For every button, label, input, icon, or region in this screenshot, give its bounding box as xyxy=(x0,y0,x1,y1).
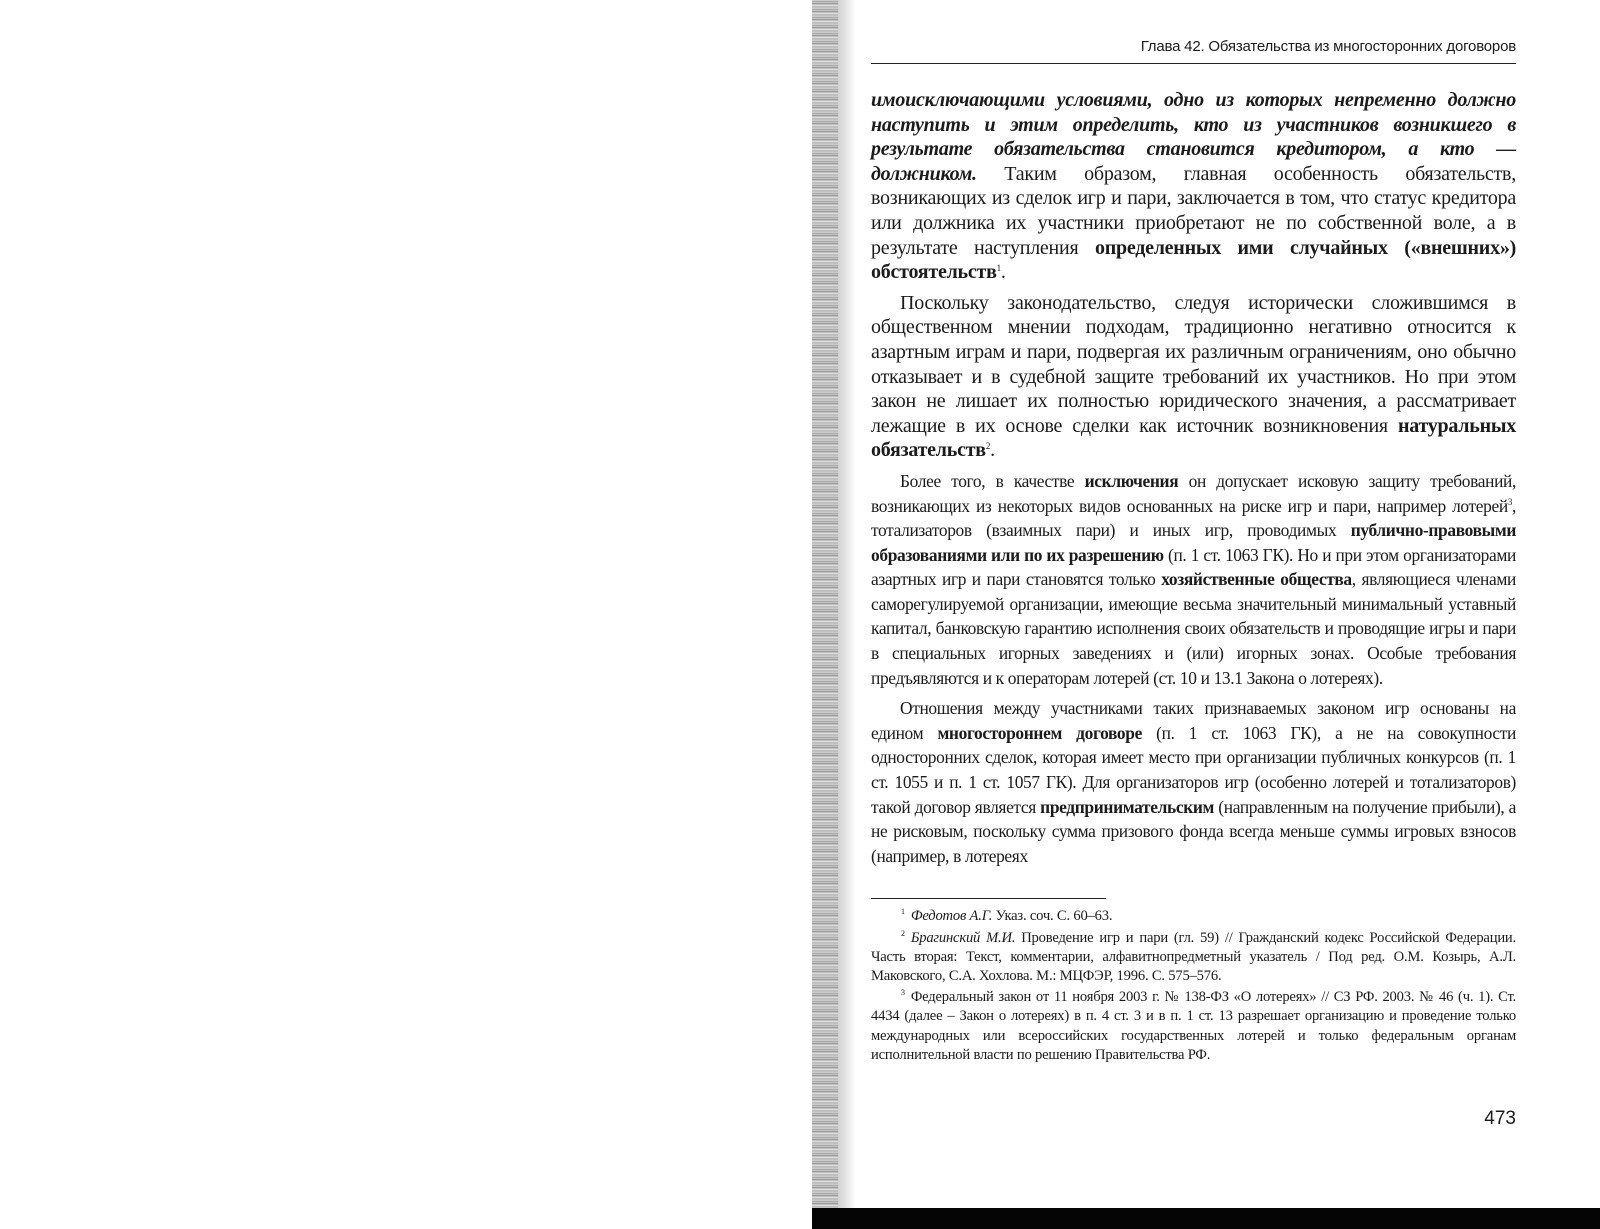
paragraph-3 xyxy=(871,469,1516,690)
footnote-number: 2 xyxy=(901,928,905,938)
emphasis-text: имоисключающими условиями, одно из которых непременно должно наступить и этим определить, кто из участников возникшего в результате обязательства становится кредитором, а кто — должником. xyxy=(871,89,1516,185)
text-run: . xyxy=(1000,261,1006,284)
footnote-ref: 2 xyxy=(985,441,991,452)
footnote-2 xyxy=(871,929,1516,987)
book-gutter xyxy=(812,0,838,1210)
bold-term: натуральных обязательств xyxy=(871,414,1516,462)
book-page xyxy=(871,38,1516,1067)
main-text xyxy=(871,88,1516,868)
text-run: Поскольку законодательство, следуя исторически сложившимся в общественном мнении подходам, традиционно негативно относится к азартным играм и пари, подвергая их различным ограничениям, оно обычно отказывает и в судебной защите требований их участников. Но при этом закон не лишает их полностью юридического значения, а рассматривает лежащие в их основе сделки как источник возникновения xyxy=(871,291,1516,437)
footnote-author: Брагинский М.И. xyxy=(910,929,1016,946)
text-run: Отношения между участниками таких признаваемых законом игр основаны на едином xyxy=(871,698,1516,743)
text-run: (п. 1 ст. 1063 ГК), а не на совокупности односторонних сделок, которая имеет место при организации публичных конкурсов (п. 1 ст. 1055 и п. 1 ст. 1057 ГК). Для организаторов игр (особенно лотерей и тотализаторов) такой договор является xyxy=(871,722,1516,817)
footnote-divider xyxy=(871,898,1106,899)
bold-term: исключения xyxy=(1084,470,1179,491)
text-run: (п. 1 ст. 1063 ГК). Но и при этом организаторами азартных игр и пари становятся только xyxy=(871,544,1516,590)
text-run: Более того, в качестве xyxy=(900,470,1085,491)
footnote-text: Проведение игр и пари (гл. 59) // Гражданский кодекс Российской Федерации. Часть вторая: Текст, комментарии, алфавитнопредметный указатель / Под ред. О.М. Козырь, А.Л. Маковского, С.А. Хохлова. М.: МЦФЭР, 1996. С. 575–576. xyxy=(871,929,1516,985)
footnote-author: Федотов А.Г. xyxy=(910,908,993,925)
bold-term: предпринимательским xyxy=(1040,796,1215,817)
text-run: , тотализаторов (взаимных пари) и иных игр, проводимых xyxy=(871,495,1516,541)
scan-bottom-edge xyxy=(812,1208,1600,1229)
text-run: . xyxy=(990,439,995,462)
text-run: он допускает исковую защиту требований, возникающих из некоторых видов основанных на риске игр и пари, например лотерей xyxy=(871,470,1516,516)
footnote-text: Указ. соч. С. 60–63. xyxy=(992,908,1113,925)
bold-term: публично-правовыми образованиями или по их разрешению xyxy=(871,520,1516,565)
bold-term: хозяйственные общества xyxy=(1161,569,1352,590)
footnote-3 xyxy=(871,988,1516,1065)
text-run: , являющиеся членами саморегулируемой организации, имеющие весьма значительный минимальный уставный капитал, банковскую гарантию исполнения своих обязательств и проводящие игры и пари в специальных игорных заведениях и (или) игорных зонах. Особые требования предъявляются и к операторам лотерей (ст. 10 и 13.1 Закона о лотереях). xyxy=(871,569,1516,688)
footnotes xyxy=(871,907,1516,1065)
running-header: Глава 42. Обязательства из многосторонних договоров xyxy=(871,38,1516,64)
bold-term: определенных ими случайных («внешних») обстоятельств xyxy=(871,236,1516,284)
paragraph-2 xyxy=(871,291,1516,463)
text-run: Таким образом, главная особенность обязательств, возникающих из сделок игр и пари, заключается в том, что статус кредитора или должника их участники приобретают не по собственной воле, а в результате наступления xyxy=(871,162,1516,259)
page-number: 473 xyxy=(1484,1108,1516,1129)
paragraph-1 xyxy=(871,88,1516,285)
bold-term: многостороннем договоре xyxy=(937,722,1142,743)
footnote-number: 3 xyxy=(901,988,905,998)
gutter-shadow xyxy=(838,0,856,1210)
footnote-text: Федеральный закон от 11 ноября 2003 г. № 138-ФЗ «О лотереях» // СЗ РФ. 2003. № 46 (ч. 1). Ст. 4434 (далее – Закон о лотереях) в п. 4 ст. 3 и в п. 1 ст. 13 разрешает организацию и проведение только международных или всероссийских государственных лотерей и только федеральным органам исполнительной власти по решению Правительства РФ. xyxy=(871,989,1516,1063)
footnote-1 xyxy=(871,907,1516,926)
paragraph-4 xyxy=(871,696,1516,868)
text-run: (направленным на получение прибыли), а не рисковым, поскольку сумма призового фонда всегда меньше суммы игровых взносов (например, в лотереях xyxy=(871,796,1517,866)
footnote-number: 1 xyxy=(901,907,905,917)
footnote-ref: 3 xyxy=(1507,496,1512,507)
footnote-ref: 1 xyxy=(996,263,1001,274)
